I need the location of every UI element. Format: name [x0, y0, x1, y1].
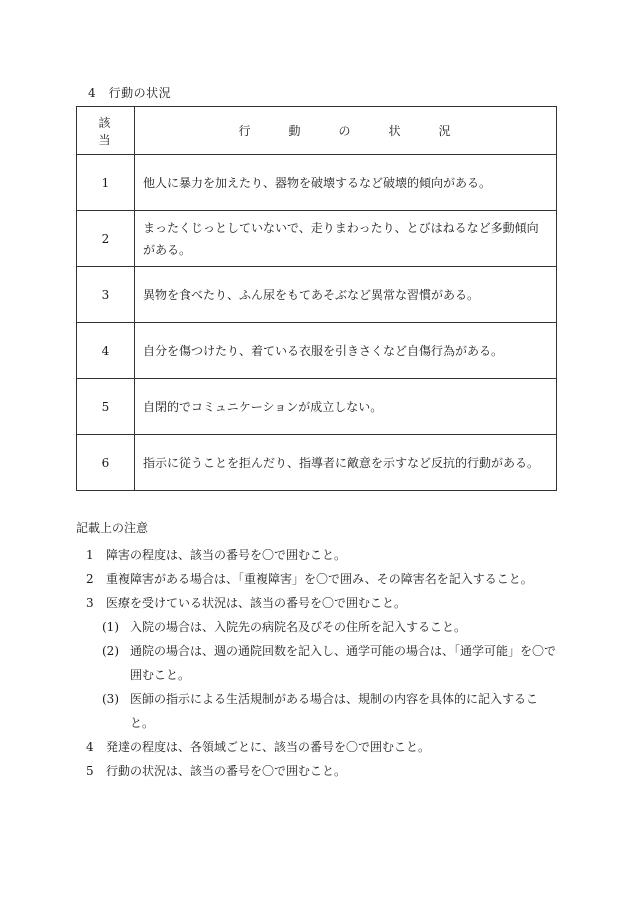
note-number: (1): [102, 620, 119, 634]
section-title: 4 行動の状況: [88, 86, 172, 100]
notes-list: [76, 543, 556, 783]
list-item: [76, 687, 556, 735]
row-num: 3: [77, 267, 135, 323]
list-item: [76, 543, 556, 567]
row-num: 4: [77, 323, 135, 379]
behavior-table: [76, 106, 557, 491]
table-row: [77, 379, 557, 435]
row-num: 1: [77, 155, 135, 211]
row-desc: 自閉的でコミュニケーションが成立しない。: [135, 379, 557, 435]
note-number: (2): [102, 644, 119, 658]
note-number: (3): [102, 692, 119, 706]
note-text: 行動の状況は、該当の番号を〇で囲むこと。: [106, 764, 347, 778]
note-number: 1: [86, 548, 94, 562]
table-row: [77, 435, 557, 491]
list-item: [76, 615, 556, 639]
row-desc: 異物を食べたり、ふん尿をもてあそぶなど異常な習慣がある。: [135, 267, 557, 323]
list-item: [76, 567, 556, 591]
row-num: 5: [77, 379, 135, 435]
note-text: 通院の場合は、週の通院回数を記入し、通学可能の場合は、「通学可能」を〇で囲むこと。: [130, 644, 557, 682]
header-desc: 行動の状況: [135, 107, 557, 155]
note-text: 医療を受けている状況は、該当の番号を〇で囲むこと。: [106, 596, 407, 610]
note-number: 3: [86, 596, 94, 610]
table-row: [77, 211, 557, 267]
row-desc: 自分を傷つけたり、着ている衣服を引きさくなど自傷行為がある。: [135, 323, 557, 379]
row-desc: 指示に従うことを拒んだり、指導者に敵意を示すなど反抗的行動がある。: [135, 435, 557, 491]
note-number: 2: [86, 572, 94, 586]
note-text: 入院の場合は、入院先の病院名及びその住所を記入すること。: [130, 620, 467, 634]
list-item: [76, 639, 556, 687]
note-number: 5: [86, 764, 94, 778]
note-text: 発達の程度は、各領域ごとに、該当の番号を〇で囲むこと。: [106, 740, 431, 754]
note-text: 医師の指示による生活規制がある場合は、規制の内容を具体的に記入すること。: [130, 692, 539, 730]
row-desc: まったくじっとしていないで、走りまわったり、とびはねるなど多動傾向がある。: [135, 211, 557, 267]
row-num: 6: [77, 435, 135, 491]
note-number: 4: [86, 740, 94, 754]
table-header-row: [77, 107, 557, 155]
table-row: [77, 267, 557, 323]
list-item: [76, 591, 556, 615]
row-desc: 他人に暴力を加えたり、器物を破壊するなど破壊的傾向がある。: [135, 155, 557, 211]
table-row: [77, 323, 557, 379]
note-text: 障害の程度は、該当の番号を〇で囲むこと。: [106, 548, 347, 562]
list-item: [76, 735, 556, 759]
note-text: 重複障害がある場合は、「重複障害」を〇で囲み、その障害名を記入すること。: [106, 572, 533, 586]
header-num: 該当: [77, 107, 135, 155]
list-item: [76, 759, 556, 783]
table-row: [77, 155, 557, 211]
row-num: 2: [77, 211, 135, 267]
notes-title: 記載上の注意: [76, 521, 149, 535]
